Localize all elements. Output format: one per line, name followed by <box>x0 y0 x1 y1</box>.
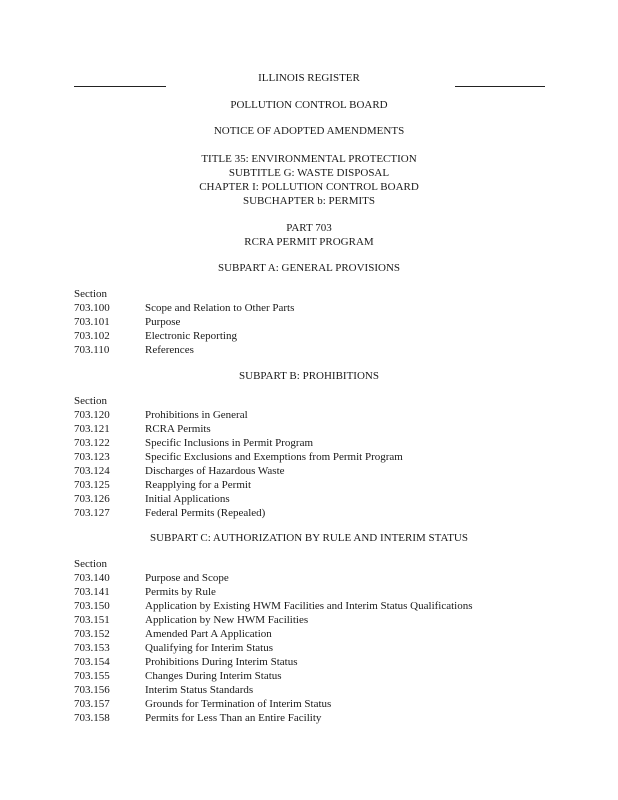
section-number: 703.152 <box>74 628 110 640</box>
section-number: 703.126 <box>74 493 110 505</box>
section-title: Initial Applications <box>145 493 230 505</box>
section-title: Interim Status Standards <box>145 684 254 696</box>
section-title: Reapplying for a Permit <box>145 479 252 491</box>
subpart-b-title: SUBPART B: PROHIBITIONS <box>239 370 379 382</box>
subpart-c-title: SUBPART C: AUTHORIZATION BY RULE AND INTERIM STATUS <box>150 532 468 544</box>
section-number: 703.102 <box>74 330 110 342</box>
register-title: ILLINOIS REGISTER <box>258 72 360 84</box>
section-title: Federal Permits (Repealed) <box>145 507 266 519</box>
section-number: 703.127 <box>74 507 110 519</box>
section-title: Purpose and Scope <box>145 572 229 584</box>
subpart-a-title: SUBPART A: GENERAL PROVISIONS <box>218 262 400 274</box>
section-number: 703.120 <box>74 409 110 421</box>
section-title: Prohibitions in General <box>145 409 248 421</box>
section-number: 703.122 <box>74 437 110 449</box>
section-number: 703.158 <box>74 712 110 724</box>
section-number: 703.140 <box>74 572 110 584</box>
section-number: 703.150 <box>74 600 110 612</box>
section-title: Electronic Reporting <box>145 330 237 342</box>
subtitle-heading: SUBTITLE G: WASTE DISPOSAL <box>228 167 390 179</box>
subpart-b-section-label: Section <box>74 395 107 407</box>
section-title: Purpose <box>145 316 181 328</box>
section-number: 703.110 <box>74 344 110 356</box>
section-number: 703.101 <box>74 316 110 328</box>
section-number: 703.125 <box>74 479 110 491</box>
section-title: Qualifying for Interim Status <box>145 642 274 654</box>
section-title: Grounds for Termination of Interim Status <box>145 698 332 710</box>
subpart-c-section-label: Section <box>74 558 107 570</box>
part-number: PART 703 <box>286 222 332 234</box>
section-number: 703.154 <box>74 656 110 668</box>
section-number: 703.153 <box>74 642 110 654</box>
section-number: 703.100 <box>74 302 110 314</box>
section-title: Application by Existing HWM Facilities and Interim Status Qualifications <box>145 600 473 612</box>
section-title: Prohibitions During Interim Status <box>145 656 298 668</box>
section-title: Permits for Less Than an Entire Facility <box>145 712 322 724</box>
agency-name: POLLUTION CONTROL BOARD <box>230 99 388 111</box>
section-title: References <box>145 344 194 356</box>
section-title: RCRA Permits <box>145 423 211 435</box>
section-number: 703.123 <box>74 451 110 463</box>
notice-title: NOTICE OF ADOPTED AMENDMENTS <box>213 125 405 137</box>
section-number: 703.156 <box>74 684 110 696</box>
header-rule-right <box>455 86 545 87</box>
title-heading: TITLE 35: ENVIRONMENTAL PROTECTION <box>201 153 417 165</box>
section-number: 703.124 <box>74 465 110 477</box>
chapter-heading: CHAPTER I: POLLUTION CONTROL BOARD <box>199 181 419 193</box>
section-title: Discharges of Hazardous Waste <box>145 465 285 477</box>
subpart-a-section-label: Section <box>74 288 107 300</box>
section-title: Specific Inclusions in Permit Program <box>145 437 314 449</box>
section-number: 703.151 <box>74 614 110 626</box>
section-title: Amended Part A Application <box>145 628 272 640</box>
subchapter-heading: SUBCHAPTER b: PERMITS <box>242 195 376 207</box>
section-number: 703.157 <box>74 698 110 710</box>
section-number: 703.155 <box>74 670 110 682</box>
section-number: 703.141 <box>74 586 110 598</box>
section-title: Application by New HWM Facilities <box>145 614 309 626</box>
section-title: Specific Exclusions and Exemptions from Permit Program <box>145 451 403 463</box>
section-title: Changes During Interim Status <box>145 670 282 682</box>
section-title: Scope and Relation to Other Parts <box>145 302 295 314</box>
part-name: RCRA PERMIT PROGRAM <box>244 236 374 248</box>
section-title: Permits by Rule <box>145 586 216 598</box>
section-number: 703.121 <box>74 423 110 435</box>
header-rule-left <box>74 86 166 87</box>
